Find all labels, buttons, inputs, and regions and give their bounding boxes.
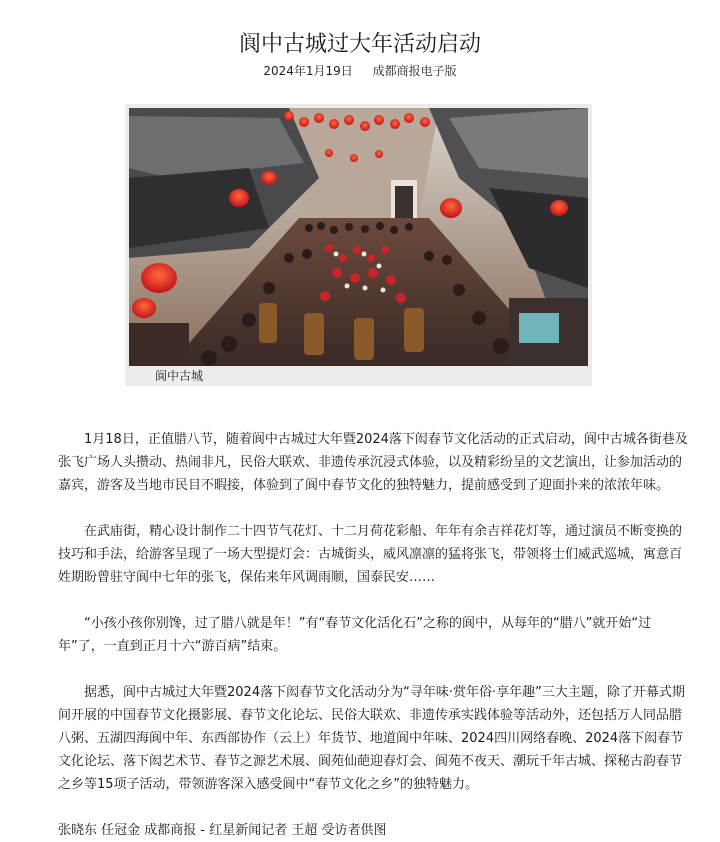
article-meta xyxy=(0,62,720,80)
publish-date: 2024年1月19日 xyxy=(263,64,353,78)
paragraph: 1月18日，正值腊八节，随着阆中古城过大年暨2024落下闳春节文化活动的正式启动，阆中古城各街巷及张飞广场人头攒动、热闹非凡，民俗大联欢、非遗传承沉浸式体验，以及精彩纷呈的文艺演出，让参加活动的嘉宾，游客及当地市民目不暇接，体验到了阆中春节文化的独特魅力，提前感受到了迎面扑来的浓浓年味。 xyxy=(58,432,688,493)
paragraph: 据悉，阆中古城过大年暨2024落下闳春节文化活动分为“寻年味·赏年俗·享年趣”三大主题，除了开幕式期间开展的中国春节文化摄影展、春节文化论坛、民俗大联欢、非遗传承实践体验等活动外，还包括万人同品腊八粥、五湖四海阆中年、东西部协作（云上）年货节、地道阆中年味、2024四川网络春晚、2024落下闳春节文化论坛、落下闳艺术节、春节之源艺术展、阆苑仙葩迎春灯会、阆苑不夜天、潮玩千年古城、探秘古韵春节之乡等15项子活动，带领游客深入感受阆中“春节文化之乡”的独特魅力。 xyxy=(58,685,685,792)
paragraph: “小孩小孩你别馋，过了腊八就是年！”有“春节文化活化石”之称的阆中，从每年的“腊八”就开始“过年”了，一直到正月十六“游百病”结束。 xyxy=(58,616,652,654)
image-caption: 阆中古城 xyxy=(155,369,204,383)
article-body xyxy=(58,428,692,842)
street-festival-photo xyxy=(129,108,588,366)
article-title: 阆中古城过大年活动启动 xyxy=(238,31,481,57)
article-source: 成都商报电子版 xyxy=(372,64,457,78)
byline: 张晓东 任冠金 成都商报 - 红星新闻记者 王超 受访者供图 xyxy=(58,823,387,838)
paragraph: 在武庙街，精心设计制作二十四节气花灯、十二月荷花彩船、年年有余吉祥花灯等，通过演员不断变换的技巧和手法，给游客呈现了一场大型提灯会：古城街头，威风凛凛的猛将张飞，带领将士们威武巡城，寓意百姓期盼曾驻守阆中七年的张飞，保佑来年风调雨顺，国泰民安…… xyxy=(58,524,683,585)
article-figure xyxy=(125,104,592,386)
